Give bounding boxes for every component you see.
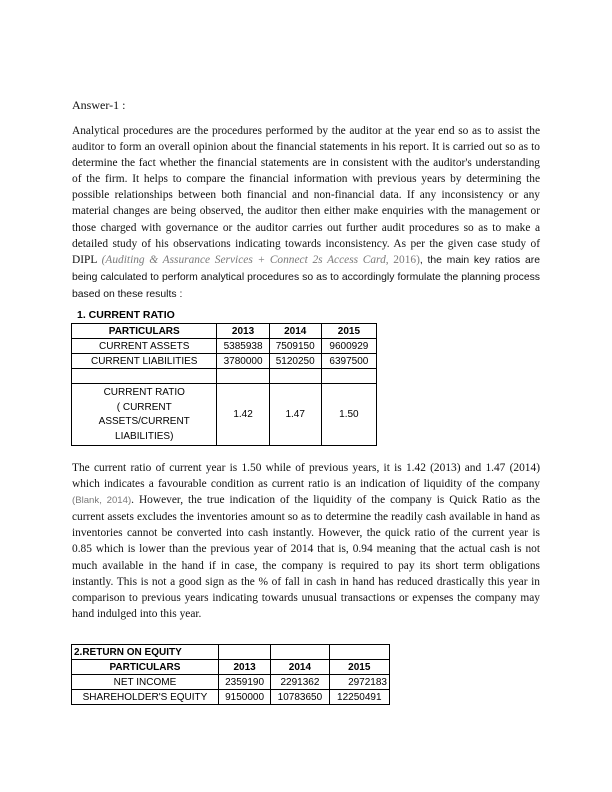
answer-heading: Answer-1 :	[72, 98, 126, 112]
header-cell: 2014	[269, 324, 321, 339]
ratio-value: 1.42	[217, 384, 269, 446]
empty-row	[72, 369, 377, 384]
table-cell: 2972183	[329, 675, 389, 690]
table-header-row	[72, 324, 377, 339]
table-cell: 10783650	[271, 690, 329, 705]
empty-cell	[217, 369, 269, 384]
table-header-row	[72, 660, 390, 675]
analysis-text-1: The current ratio of current year is 1.50 while of previous years, it is 1.42 (2013) and 1.47 (2014) which indicates a favourable condition as current ratio is an indication of liquidity of the company	[72, 462, 540, 491]
header-cell: 2014	[271, 660, 329, 675]
row-label: CURRENT ASSETS	[72, 339, 217, 354]
empty-cell	[271, 645, 329, 660]
table-row	[72, 354, 377, 369]
empty-cell	[218, 645, 270, 660]
ratio-label-line: CURRENT RATIO	[103, 387, 185, 398]
table-row	[72, 339, 377, 354]
empty-cell	[72, 369, 217, 384]
table-cell: 2291362	[271, 675, 329, 690]
table-title-row	[72, 645, 390, 660]
citation-year: , 2016)	[385, 253, 420, 266]
table-cell: 9150000	[218, 690, 270, 705]
table-cell: 7509150	[269, 339, 321, 354]
table-cell: 5385938	[217, 339, 269, 354]
intro-tail: , the main key ratios are being calculated to perform analytical procedures so as to accordingly formulate the planning process based on these results :	[72, 254, 540, 300]
row-label: NET INCOME	[72, 675, 219, 690]
header-cell: PARTICULARS	[72, 324, 217, 339]
table-cell: 5120250	[269, 354, 321, 369]
header-cell: 2013	[217, 324, 269, 339]
header-cell: 2015	[321, 324, 376, 339]
return-on-equity-table	[71, 644, 390, 705]
analysis-paragraph	[72, 460, 540, 622]
table-cell: 9600929	[321, 339, 376, 354]
table-row	[72, 690, 390, 705]
ratio-value: 1.50	[321, 384, 376, 446]
intro-text: Analytical procedures are the procedures performed by the auditor at the year end so as to assist the auditor to form an overall opinion about the financial statements in his report. It is carried out so as to determine the fact whether the financial statements are in consistent with the auditor's understanding of the firm. It helps to compare the financial information with previous years by determining the possible relationships between both financial and non-financial data. If any inconsistency or any material changes are being observed, the auditor then either make enquiries with the management or those charged with governance or the auditor carries out further audit procedures so as to make a detailed study of his observations indicating towards inconsistency. As per the given case study of DIPL	[72, 125, 540, 266]
ratio-label-line: ASSETS/CURRENT	[98, 416, 190, 427]
table-cell: 2359190	[218, 675, 270, 690]
ratio-value: 1.47	[269, 384, 321, 446]
citation-title: (Auditing & Assurance Services + Connect 2s Access Card	[101, 253, 386, 266]
current-ratio-row	[72, 384, 377, 446]
table-cell: 3780000	[217, 354, 269, 369]
empty-cell	[321, 369, 376, 384]
ratio-label-line: LIABILITIES)	[115, 430, 174, 442]
table-cell: 12250491	[329, 690, 389, 705]
empty-cell	[329, 645, 389, 660]
roe-title: 2.RETURN ON EQUITY	[72, 645, 219, 660]
header-cell: PARTICULARS	[72, 660, 219, 675]
ratio-label-line: ( CURRENT	[116, 401, 172, 413]
section-current-ratio-title: 1. CURRENT RATIO	[77, 309, 175, 321]
empty-cell	[269, 369, 321, 384]
row-label: CURRENT LIABILITIES	[72, 354, 217, 369]
intro-paragraph	[72, 123, 540, 303]
header-cell: 2013	[218, 660, 270, 675]
current-ratio-label	[72, 384, 217, 446]
row-label: SHAREHOLDER'S EQUITY	[72, 690, 219, 705]
header-cell: 2015	[329, 660, 389, 675]
table-row	[72, 675, 390, 690]
current-ratio-table	[71, 323, 377, 446]
table-cell: 6397500	[321, 354, 376, 369]
analysis-text-2: . However, the true indication of the liquidity of the company is Quick Ratio as the current assets excludes the inventories amount so as to determine the readily cash available in hand as inventories cannot be converted into cash instantly. However, the quick ratio of the current year is 0.85 which is lower than the previous year of 2014 that is, 0.94 meaning that the actual cash is not much available in the hand if in case, the company is required to pay its short term obligations instantly. This is not a good sign as the % of fall in cash in hand has reduced drastically this year in comparison to previous years indicating towards unusual transactions or expenses the company may hand indulged into this year.	[72, 494, 541, 620]
citation-blank: (Blank, 2014)	[72, 495, 132, 507]
